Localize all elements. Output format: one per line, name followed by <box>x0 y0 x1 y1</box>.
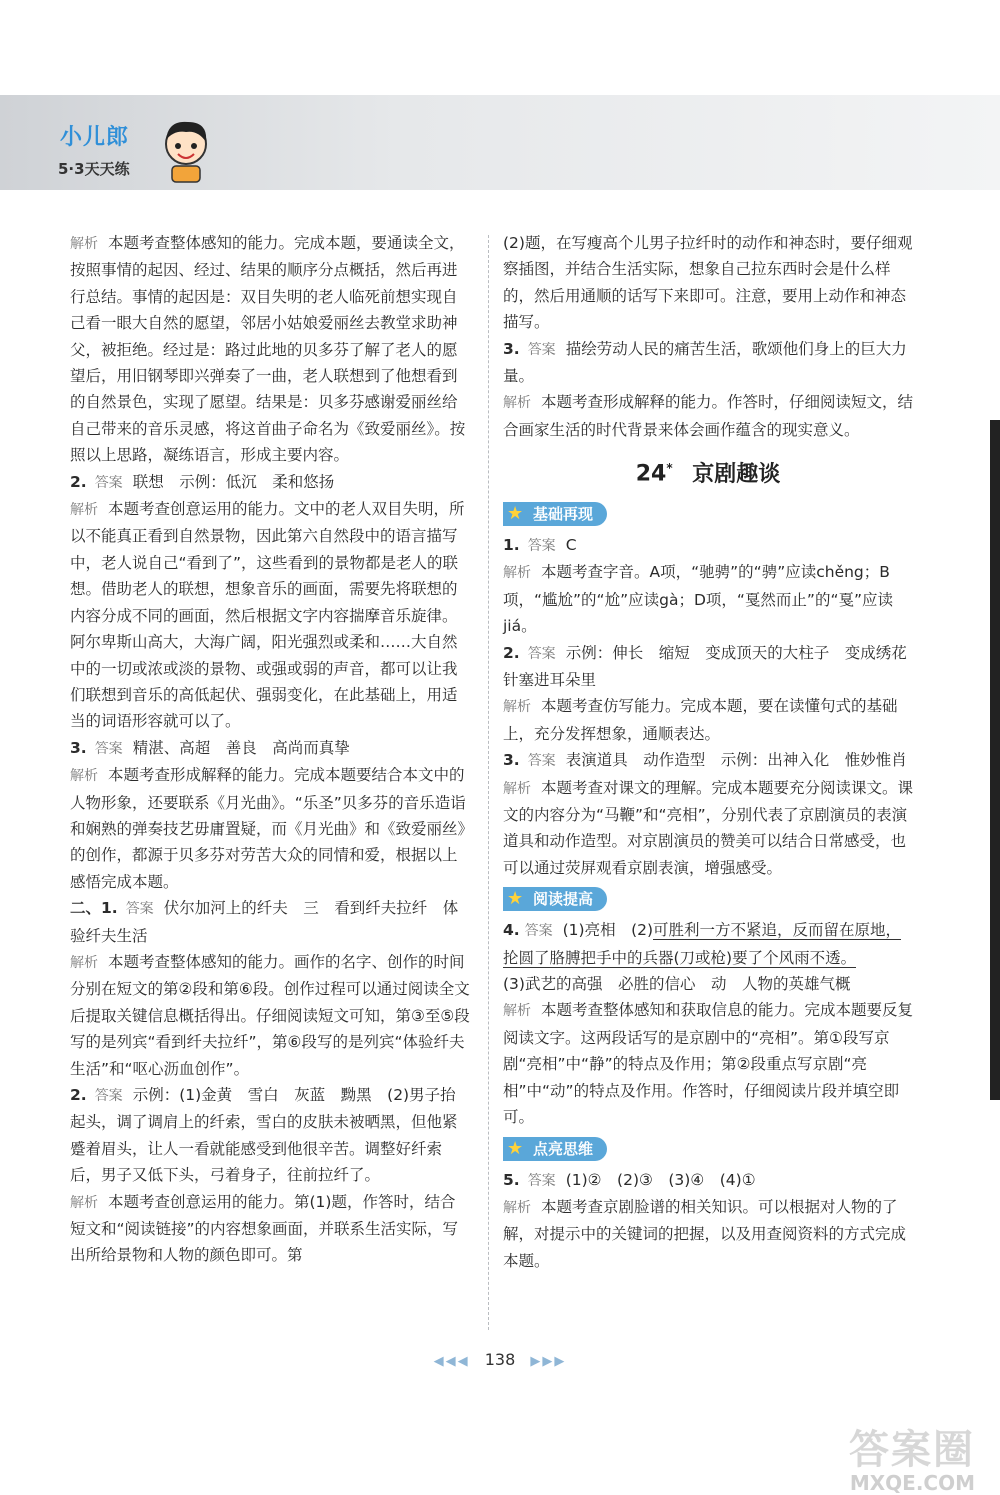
question-number: 2. <box>503 643 520 662</box>
analysis-tag: 解析 <box>503 395 531 412</box>
item-text: 本题考查形成解释的能力。完成本题要结合本文中的人物形象，还要联系《月光曲》。“乐圣”贝多芬的音乐造诣和娴熟的弹奏技艺毋庸置疑，而《月光曲》和《致爱丽丝》的创作，都源于贝多芬对劳苦大众的同情和爱，根据以上感悟完成本题。 <box>70 766 466 891</box>
answer-tag: 答案 <box>125 901 154 918</box>
question-number: 1. <box>503 535 520 554</box>
answer-item <box>503 747 913 774</box>
item-text: C <box>565 535 577 554</box>
star-icon: ★ <box>507 502 524 524</box>
item-text: 联想 示例：低沉 柔和悠扬 <box>132 472 335 491</box>
item-text: 示例：伸长 缩短 变成顶天的大柱子 变成绣花针塞进耳朵里 <box>503 643 907 690</box>
item-text: 本题考查整体感知的能力。画作的名字、创作的时间分别在短文的第②段和第⑥段。创作过程可以通过阅读全文后提取关键信息概括得出。仔细阅读短文可知，第③至⑤段写的是列宾“看到纤夫拉纤”，第⑥段写的是列宾“体验纤夫生活”和“呕心沥血创作”。 <box>70 952 470 1078</box>
left-column <box>70 230 470 1269</box>
answer-tag: 答案 <box>527 341 556 358</box>
answer-item <box>70 735 470 762</box>
analysis-tag: 解析 <box>70 236 98 252</box>
question-4 <box>503 917 913 1130</box>
analysis-item <box>503 775 913 882</box>
question-number: 5. <box>503 1170 520 1189</box>
item-text: (2)题，在写瘦高个儿男子拉纤时的动作和神态时，要仔细观察插图，并结合生活实际，想象自己拉东西时会是什么样的，然后用通顺的话写下来即可。注意，要用上动作和神态描写。 <box>503 234 913 332</box>
answer-tag: 答案 <box>527 537 556 554</box>
lesson-title <box>503 455 913 488</box>
answer-item <box>503 971 913 997</box>
analysis-item <box>70 762 470 895</box>
answer-item <box>503 640 913 694</box>
answer-item <box>70 1082 470 1189</box>
question-number: 2. <box>70 1086 87 1104</box>
answer-item <box>70 469 470 496</box>
lesson-name: 京剧趣谈 <box>692 461 781 487</box>
answer-tag: 答案 <box>94 740 123 757</box>
question-number: 4. <box>503 921 520 940</box>
section-label: 基础再现 <box>533 504 594 523</box>
answer-tag: 答案 <box>524 923 553 940</box>
analysis-text: 本题考查整体感知和获取信息的能力。完成本题要反复阅读文字。这两段话写的是京剧中的“亮相”。第①段写京剧“亮相”中“静”的特点及作用；第②段重点写京剧“亮相”中“动”的特点及作用。作答时，仔细阅读片段并填空即可。 <box>503 1001 914 1127</box>
answer-tag: 答案 <box>527 645 556 662</box>
item-text: 本题考查创意运用的能力。第(1)题，作答时，结合短文和“阅读链接”的内容想象画面，并联系生活实际，写出所给景物和人物的颜色即可。第 <box>70 1192 459 1265</box>
item-text: 本题考查仿写能力。完成本题，要在读懂句式的基础上，充分发挥想象，通顺表达。 <box>503 697 898 743</box>
answer-item <box>503 230 913 336</box>
section-banner-3 <box>503 1137 607 1161</box>
analysis-item <box>503 693 913 747</box>
analysis-tag: 解析 <box>503 699 531 716</box>
page-number: 138 <box>484 1350 516 1369</box>
analysis-item <box>70 496 470 735</box>
logo-title: 小儿郎 <box>60 125 130 150</box>
analysis-tag: 解析 <box>70 768 98 785</box>
right-column <box>503 230 913 1274</box>
analysis-item <box>503 389 913 443</box>
item-text: 精湛、高超 善良 高尚而真挚 <box>132 738 350 757</box>
answer-tag: 答案 <box>527 753 556 770</box>
page-edge <box>990 420 1000 1100</box>
answer-tag: 答案 <box>527 1172 556 1189</box>
answer-item <box>503 1167 913 1194</box>
logo-subtitle: 5·3天天练 <box>58 160 130 178</box>
question-number: 3. <box>70 738 87 757</box>
star-icon: ★ <box>507 1137 524 1159</box>
underlined-answer: 可胜利一方不紧追，反而留在原地，抡圆了胳膊把手中的兵器(刀或枪)要了个风雨不透。 <box>503 921 902 967</box>
analysis-item <box>503 559 913 639</box>
item-text: (1)② (2)③ (3)④ (4)① <box>565 1170 756 1189</box>
analysis-tag: 解析 <box>503 780 531 797</box>
next-arrows-icon: ▶▶▶ <box>530 1354 567 1369</box>
section-banner-1 <box>503 502 607 526</box>
question-number: 2. <box>70 472 87 491</box>
analysis-tag: 解析 <box>70 502 98 519</box>
column-divider <box>488 235 489 1330</box>
answer-item <box>70 895 470 949</box>
page-footer <box>0 1350 1000 1369</box>
lesson-mark: * <box>666 461 673 476</box>
item-text: 本题考查字音。A项，“驰骋”的“骋”应读chěng；B项，“尴尬”的“尬”应读gà；D项，“戛然而止”的“戛”应读jiá。 <box>503 563 894 636</box>
item-text: 本题考查京剧脸谱的相关知识。可以根据对人物的了解，对提示中的关键词的把握，以及用查阅资料的方式完成本题。 <box>503 1197 907 1270</box>
lesson-number: 24 <box>635 461 667 487</box>
watermark <box>849 1418 975 1495</box>
analysis-item <box>70 230 470 469</box>
item-text: 表演道具 动作造型 示例：出神入化 惟妙惟肖 <box>565 751 907 770</box>
item-text: 本题考查创意运用的能力。文中的老人双目失明，所以不能真正看到自然景物，因此第六自然段中的语言描写中，老人说自己“看到了”，这些看到的景物都是老人的联想。借助老人的联想，想象音乐的画面，需要先将联想的内容分成不同的画面，然后根据文字内容揣摩音乐旋律。阿尔卑斯山高大，大海广阔，阳光强烈或柔和……大自然中的一切或浓或淡的景物、或强或弱的声音，都可以让我们联想到音乐的高低起伏、强弱变化，在此基础上，用适当的词语形容就可以了。 <box>70 500 465 731</box>
analysis-tag: 解析 <box>503 565 531 582</box>
item-text: 伏尔加河上的纤夫 三 看到纤夫拉纤 体验纤夫生活 <box>70 899 459 945</box>
section-label: 阅读提高 <box>533 890 594 909</box>
item-text: 示例：(1)金黄 雪白 灰蓝 黝黑 (2)男子抬起头，调了调肩上的纤索，雪白的皮肤未被晒黑，但他紧蹙着眉头，让人一看就能感受到他很辛苦。调整好纤索后，男子又低下头，弓着身子，往前拉纤了。 <box>70 1086 458 1185</box>
item-text: 描绘劳动人民的痛苦生活，歌颂他们身上的巨大力量。 <box>503 339 907 386</box>
watermark-url: MXQE.COM <box>849 1471 975 1495</box>
analysis-item <box>503 997 913 1130</box>
analysis-item <box>70 949 470 1082</box>
answer-item <box>503 917 913 971</box>
item-text: 本题考查对课文的理解。完成本题要充分阅读课文。课文的内容分为“马鞭”和“亮相”，分别代表了京剧演员的表演道具和动作造型。对京剧演员的赞美可以结合日常感受，也可以通过荧屏观看京剧表演，增强感受。 <box>503 778 914 877</box>
answer-tag: 答案 <box>94 1088 123 1104</box>
analysis-item <box>70 1189 470 1269</box>
section-label: 点亮思维 <box>533 1139 594 1158</box>
analysis-tag: 解析 <box>70 954 98 971</box>
question-number: 3. <box>503 751 520 770</box>
answer-tag: 答案 <box>94 474 123 491</box>
analysis-tag: 解析 <box>503 1003 531 1020</box>
answer-text: (1)亮相 (2) <box>562 921 654 940</box>
question-number: 二、1. <box>70 899 118 918</box>
watermark-logo: 答案圈 <box>849 1427 975 1473</box>
item-text: 本题考查整体感知的能力。完成本题，要通读全文，按照事情的起因、经过、结果的顺序分点概括，然后再进行总结。事情的起因是：双目失明的老人临死前想实现自己看一眼大自然的愿望，邻居小姑娘爱丽丝去教堂求助神父，被拒绝。经过是：路过此地的贝多芬了解了老人的愿望后，用旧钢琴即兴弹奏了一曲，老人联想到了他想看到的自然景色，实现了愿望。结果是：贝多芬感谢爱丽丝给自己带来的音乐灵感，将这首曲子命名为《致爱丽丝》。按照以上思路，凝练语言，形成主要内容。 <box>70 234 466 465</box>
analysis-tag: 解析 <box>503 1199 531 1216</box>
prev-arrows-icon: ◀◀◀ <box>433 1354 470 1369</box>
analysis-tag: 解析 <box>70 1194 98 1211</box>
boy-mascot-icon <box>158 118 214 184</box>
answer-item <box>503 336 913 390</box>
item-text: 本题考查形成解释的能力。作答时，仔细阅读短文，结合画家生活的时代背景来体会画作蕴含的现实意义。 <box>503 393 914 439</box>
question-number: 3. <box>503 339 520 358</box>
logo <box>48 118 218 188</box>
section-banner-2 <box>503 887 607 911</box>
star-icon: ★ <box>507 888 524 910</box>
answer-text: (3)武艺的高强 必胜的信心 动 人物的英雄气概 <box>503 975 851 994</box>
answer-item <box>503 532 913 559</box>
analysis-item <box>503 1194 913 1274</box>
